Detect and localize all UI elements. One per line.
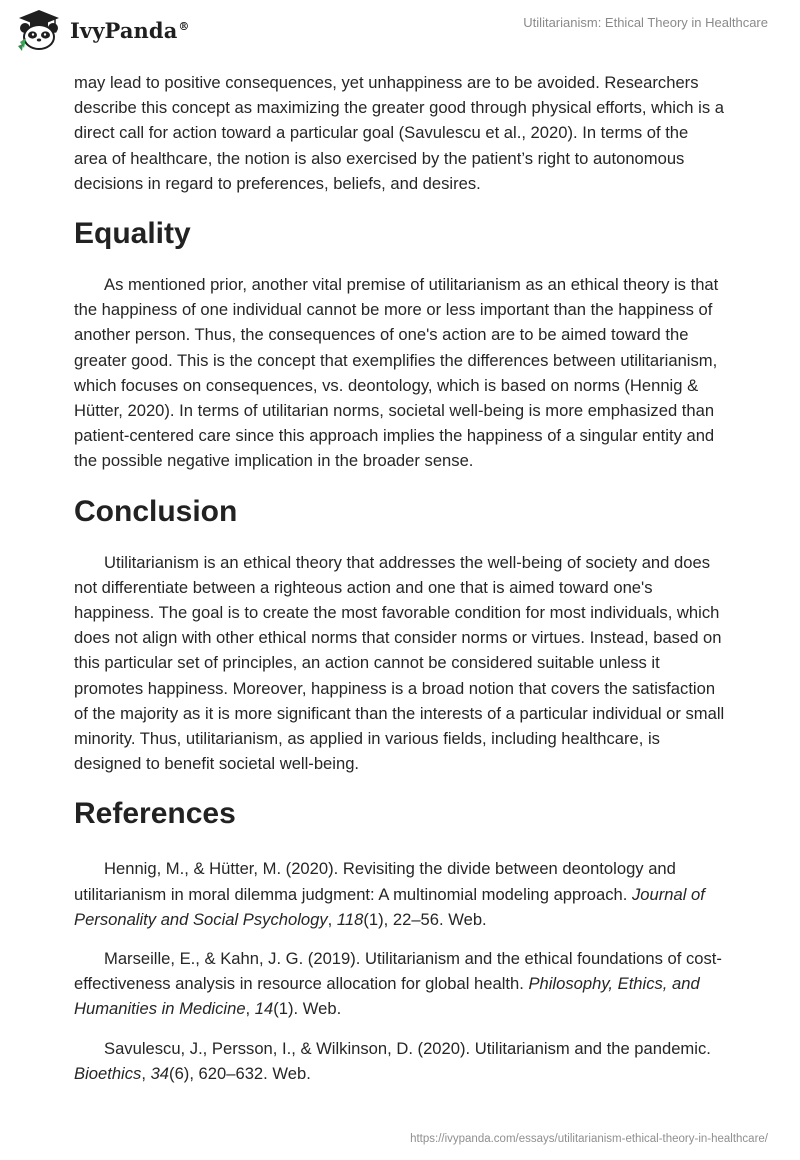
reference-journal: Bioethics xyxy=(74,1063,142,1083)
conclusion-paragraph: Utilitarianism is an ethical theory that addresses the well-being of society and does not differentiate between a righteous action and one that is aimed toward one's happiness. The goal is to create the most favorable condition for most individuals, which does not align with other ethical norms that consider norms or virtues. Instead, based on this particular set of principles, an action cannot be considered suitable unless it promotes happiness. Moreover, happiness is a broad notion that covers the satisfaction of the majority as it is more significant than the interests of a particular individual or small minority. Thus, utilitarianism, as applied in various fields, including healthcare, is designed to benefit societal well-being. xyxy=(74,552,725,774)
conclusion-heading: Conclusion xyxy=(74,494,238,528)
ivypanda-logo[interactable] xyxy=(14,8,190,52)
page-header xyxy=(0,0,800,60)
reference-journal: Philosophy, Ethics, and Humanities in Medicine xyxy=(74,974,700,1019)
equality-heading: Equality xyxy=(74,217,191,251)
source-url-link[interactable]: https://ivypanda.com/essays/utilitarianism-ethical-theory-in-healthcare/ xyxy=(410,1133,768,1145)
reference-authors: Marseille, E., & Kahn, J. G. (2019). Utilitarianism and the ethical foundations of cost-effectiveness analysis in resource allocation for global health. xyxy=(74,949,722,994)
reference-pages: (6), 620–632. Web. xyxy=(169,1063,311,1083)
reference-volume: 118 xyxy=(336,909,364,929)
reference-item: Marseille, E., & Kahn, J. G. (2019). Utilitarianism and the ethical foundations of cost-effectiveness analysis in resource allocation for global health. Philosophy, Ethics, and Humanities in Medicine, 14(1). Web. xyxy=(74,949,722,1019)
reference-volume: 14 xyxy=(254,999,274,1019)
references-heading: References xyxy=(74,797,236,831)
logo-wordmark: IvyPanda® xyxy=(70,17,190,43)
panda-graduate-icon xyxy=(14,8,64,52)
reference-journal: Journal of Personality and Social Psychology xyxy=(74,884,705,929)
intro-paragraph: may lead to positive consequences, yet unhappiness are to be avoided. Researchers describe this concept as maximizing the greater good through physical efforts, which is a direct call for action toward a particular goal (Savulescu et al., 2020). In terms of the area of healthcare, the notion is also exercised by the patient’s right to autonomous decisions in regard to preferences, beliefs, and desires. xyxy=(74,73,724,193)
equality-paragraph: As mentioned prior, another vital premise of utilitarianism as an ethical theory is that the happiness of one individual cannot be more or less important than the happiness of another person. Thus, the consequences of one's action are to be aimed toward the greater good. This is the concept that exemplifies the differences between utilitarianism, which focuses on consequences, vs. deontology, which is based on norms (Hennig & Hütter, 2020). In terms of utilitarian norms, societal well-being is more emphasized than patient-centered care since this approach implies the happiness of a singular entity and the possible negative implication in the broader sense. xyxy=(74,275,719,471)
reference-item: Hennig, M., & Hütter, M. (2020). Revisiting the divide between deontology and utilitarianism in moral dilemma judgment: A multinomial modeling approach. Journal of Personality and Social Psychology, 118(1), 22–56. Web. xyxy=(74,859,705,929)
reference-authors: Hennig, M., & Hütter, M. (2020). Revisiting the divide between deontology and utilitarianism in moral dilemma judgment: A multinomial modeling approach. xyxy=(74,859,676,904)
document-title: Utilitarianism: Ethical Theory in Healthcare xyxy=(523,15,768,30)
reference-authors: Savulescu, J., Persson, I., & Wilkinson, D. (2020). Utilitarianism and the pandemic. xyxy=(104,1038,711,1058)
essay-content xyxy=(74,70,726,1086)
reference-item: Savulescu, J., Persson, I., & Wilkinson, D. (2020). Utilitarianism and the pandemic. Bioethics, 34(6), 620–632. Web. xyxy=(74,1038,711,1083)
reference-volume: 34 xyxy=(150,1063,170,1083)
reference-pages: (1), 22–56. Web. xyxy=(363,909,487,929)
reference-pages: (1). Web. xyxy=(273,999,342,1019)
